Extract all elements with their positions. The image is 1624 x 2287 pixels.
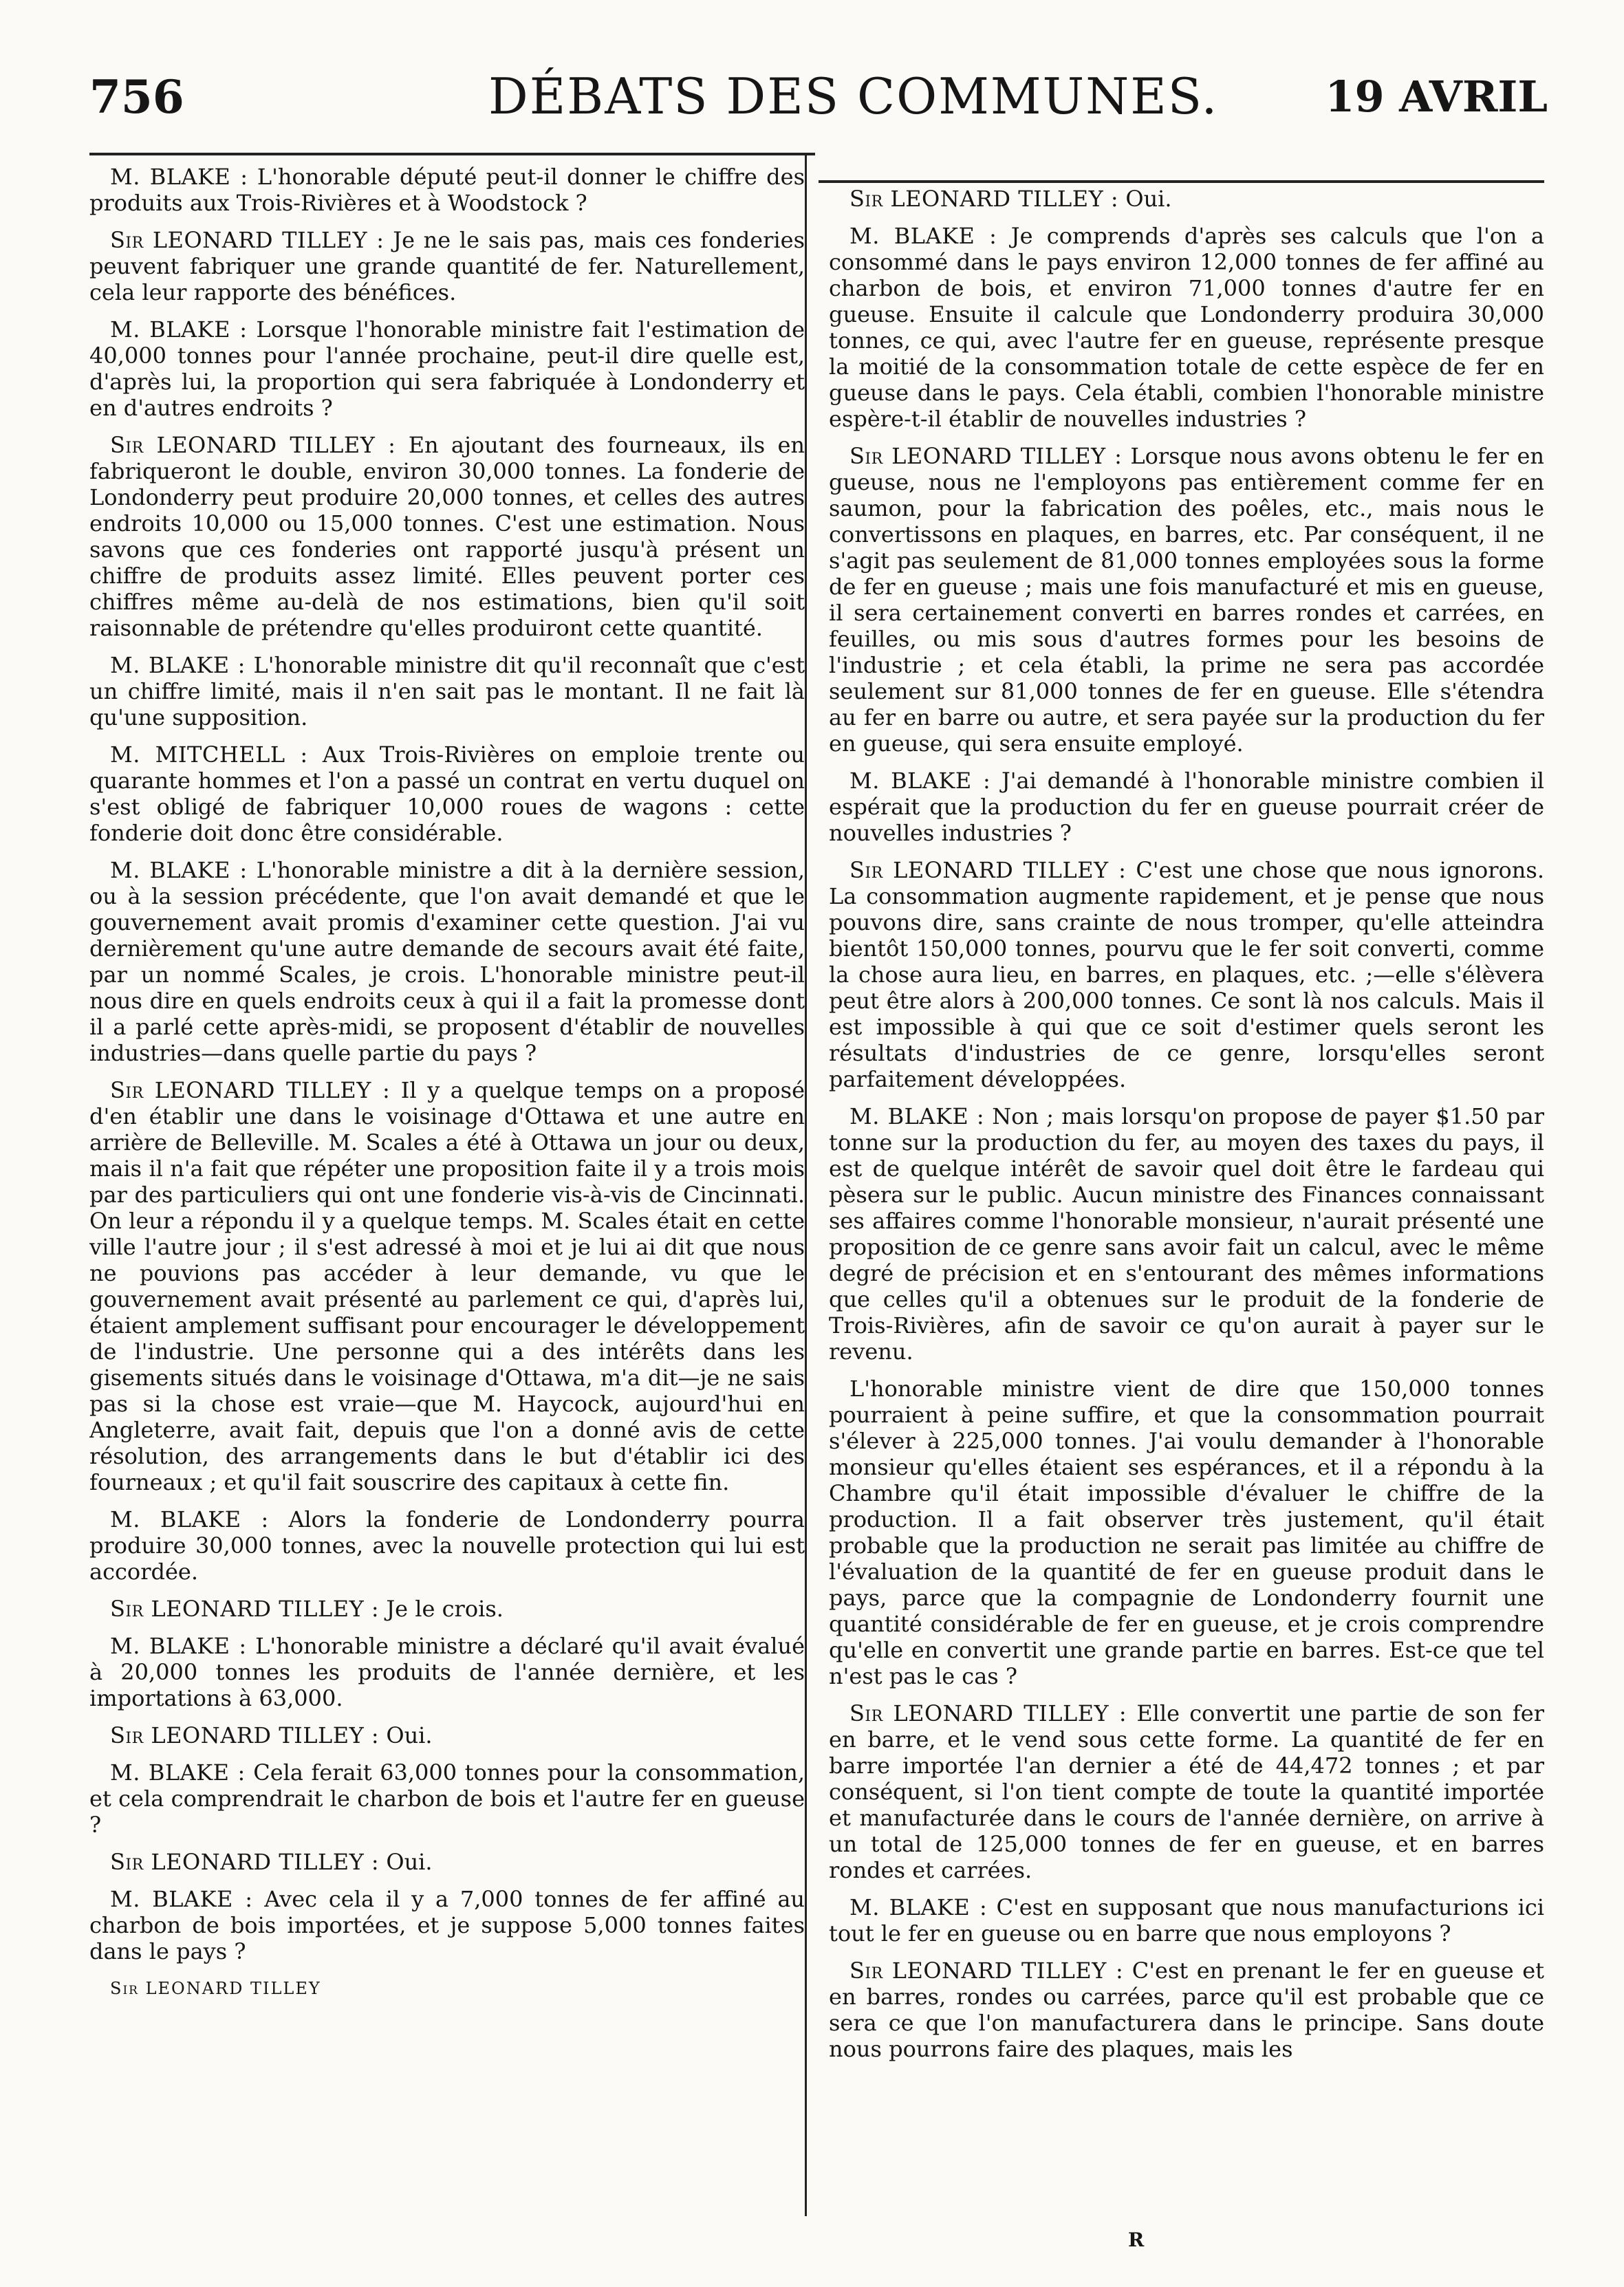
page-header (89, 63, 1548, 146)
speech-text: Il y a quelque temps on a proposé d'en établir une dans le voisinage d'Ottawa et une autre en arrière de Belleville. M. Scales a été à Ottawa un jour ou deux, mais il n'a fait que répéter une proposition faite il y a trois mois par des particuliers qui ont une fonderie vis-à-vis de Cincinnati. On leur a répondu il y a quelque temps. M. Scales était en cette ville l'autre jour ; il s'est adressé à moi et je lui ai dit que nous ne pouvions pas accéder à leur demande, vu que le gouvernement avait présenté au parlement ce qui, d'après lui, étaient amplement suffisant pour encourager le développement de l'industrie. Une personne qui a des intérêts dans les gisements situés dans le voisinage d'Ottawa, m'a dit—je ne sais pas si la chose est vraie—que M. Haycock, aujourd'hui en Angleterre, avait fait, depuis que l'on a donné avis de cette résolution, des arrangements dans le but d'établir ici des fourneaux ; et qu'il fait souscrire des capitaux à cette fin. (89, 1077, 805, 1495)
speech-text: Oui. (386, 1722, 433, 1748)
speech-text: Lorsque nous avons obtenu le fer en gueuse, nous ne l'employons pas entièrement comme fer en saumon, pour la fabrication des poêles, etc., mais nous le convertissons en plaques, en barres, etc. Par conséquent, il ne s'agit pas seulement de 81,000 tonnes employées sous la forme de fer en gueuse ; mais une fois manufacturé et mis en gueuse, il sera certainement converti en barres rondes et carrées, en feuilles, ou mis sous d'autres formes pour les besoins de l'industrie ; et cela établi, la prime ne sera pas accordée seulement sur 81,000 tonnes de fer en gueuse. Elle s'étendra au fer en barre ou autre, et sera payée sur la production du fer en gueuse, qui sera ensuite employé. (829, 443, 1544, 757)
speech-paragraph (89, 1506, 805, 1585)
speaker-name: M. BLAKE : (849, 768, 991, 794)
speech-text: L'honorable ministre dit qu'il reconnaît que c'est un chiffre limité, mais il n'en sait pas le montant. Il ne fait là qu'une supposition. (89, 652, 805, 730)
signature-mark: R (1128, 2229, 1145, 2251)
speech-paragraph (829, 768, 1544, 846)
speaker-name: Sir LEONARD TILLEY : (110, 1722, 380, 1748)
speaker-name: Sir LEONARD TILLEY : (849, 443, 1123, 469)
speech-text: Avec cela il y a 7,000 tonnes de fer affiné au charbon de bois importées, et je suppose 5,000 tonnes faites dans le pays ? (89, 1886, 805, 1964)
speech-paragraph (829, 1103, 1544, 1365)
speech-text: En ajoutant des fourneaux, ils en fabriqueront le double, environ 30,000 tonnes. La fonderie de Londonderry peut produire 20,000 tonnes, et celles des autres endroits 10,000 ou 15,000 tonnes. C'est une estimation. Nous savons que ces fonderies ont rapporté jusqu'à présent un chiffre de produits assez limité. Elles peuvent porter ces chiffres même au-delà de nos estimations, bien qu'il soit raisonnable de prétendre qu'elles produiront cette quantité. (89, 432, 805, 641)
speech-paragraph (89, 857, 805, 1066)
speech-text: C'est en supposant que nous manufacturions ici tout le fer en gueuse ou en barre que nous employons ? (829, 1894, 1544, 1947)
catchword: Sir LEONARD TILLEY (110, 1979, 321, 1998)
speaker-name: Sir LEONARD TILLEY : (849, 1958, 1124, 1984)
speaker-name: Sir LEONARD TILLEY : (110, 1596, 380, 1622)
speech-text: L'honorable ministre a déclaré qu'il avait évalué à 20,000 tonnes les produits de l'année dernière, et les importations à 63,000. (89, 1633, 805, 1711)
speaker-name: M. BLAKE : (110, 316, 248, 343)
speech-text: L'honorable ministre vient de dire que 150,000 tonnes pourraient à peine suffire, et que la consommation pourrait s'élever à 225,000 tonnes. J'ai voulu demander à l'honorable monsieur qu'elles étaient ses espérances, et il a répondu à la Chambre qu'il était impossible d'évaluer le chiffre de la production. Il a fait observer très justement, qu'il était probable que la production ne serait pas limitée au chiffre de l'évaluation de la quantité de fer en gueuse produit dans le pays, parce que la compagnie de Londonderry fournit une quantité considérable de fer en gueuse, et je crois comprendre qu'elle en convertit une grande partie en barres. Est-ce que tel n'est pas le cas ? (829, 1376, 1544, 1689)
speech-text: Je ne le sais pas, mais ces fonderies peuvent fabriquer une grande quantité de fer. Naturellement, cela leur rapporte des bénéfices. (89, 227, 805, 305)
speech-paragraph (829, 186, 1544, 212)
right-column (829, 186, 1544, 2242)
left-column (89, 164, 805, 2220)
speech-paragraph (829, 857, 1544, 1092)
speech-paragraph (89, 1633, 805, 1711)
speaker-name: M. BLAKE : (849, 1894, 988, 1920)
speech-text: Je le crois. (386, 1596, 504, 1622)
speaker-name: M. BLAKE : (110, 1886, 253, 1912)
speech-text: J'ai demandé à l'honorable ministre combien il espérait que la production du fer en gueuse pourrait créer de nouvelles industries ? (829, 768, 1544, 846)
speech-text: C'est en prenant le fer en gueuse et en barres, rondes ou carrées, parce qu'il est probable que ce sera ce que l'on manufacturera dans le principe. Sans doute nous pourrons faire des plaques, mais les (829, 1958, 1544, 2062)
speech-paragraph (89, 316, 805, 421)
speaker-name: M. BLAKE : (110, 1633, 247, 1659)
speaker-name: Sir LEONARD TILLEY : (110, 227, 385, 253)
speaker-name: Sir LEONARD TILLEY : (110, 1849, 380, 1875)
speech-paragraph (89, 164, 805, 216)
speech-paragraph (829, 1894, 1544, 1947)
speech-paragraph (829, 1376, 1544, 1689)
speaker-name: M. BLAKE : (110, 164, 248, 190)
speech-text: Oui. (386, 1849, 433, 1875)
speech-text: L'honorable ministre a dit à la dernière session, ou à la session précédente, que l'on avait demandé et que le gouvernement avait promis d'examiner cette question. J'ai vu dernièrement qu'une autre demande de secours avait été faite, par un nommé Scales, je crois. L'honorable ministre peut-il nous dire en quels endroits ceux à qui il a fait la promesse dont il a parlé cette après-midi, se proposent d'établir de nouvelles industries—dans quelle partie du pays ? (89, 857, 805, 1066)
speech-text: Je comprends d'après ses calculs que l'on a consommé dans le pays environ 12,000 tonnes de fer affiné au charbon de bois, et environ 71,000 tonnes d'autre fer en gueuse. Ensuite il calcule que Londonderry produira 30,000 tonnes, ce qui, avec l'autre fer en gueuse, représente presque la moitié de la consommation totale de cette espèce de fer en gueuse dans le pays. Cela établi, combien l'honorable ministre espère-t-il établir de nouvelles industries ? (829, 223, 1544, 432)
running-title: DÉBATS DES COMMUNES. (488, 67, 1219, 125)
page-number: 756 (89, 70, 184, 124)
speaker-name: Sir LEONARD TILLEY : (849, 186, 1119, 212)
speech-text: C'est une chose que nous ignorons. La consommation augmente rapidement, et je pense que nous pouvons dire, sans crainte de nous tromper, qu'elle atteindra bientôt 150,000 tonnes, pourvu que le fer soit converti, comme la chose aura lieu, en barres, en plaques, etc. ;—elle s'élèvera peut être alors à 200,000 tonnes. Ce sont là nos calculs. Mais il est impossible à qui que ce soit d'estimer quels seront les résultats d'industries de ce genre, lorsqu'elles seront parfaitement développées. (829, 857, 1544, 1092)
speech-text: Alors la fonderie de Londonderry pourra produire 30,000 tonnes, avec la nouvelle protection qui lui est accordée. (89, 1506, 805, 1585)
speaker-name: Sir LEONARD TILLEY : (110, 432, 396, 458)
speech-paragraph (829, 1700, 1544, 1883)
speaker-name: Sir LEONARD TILLEY : (849, 857, 1127, 883)
speech-paragraph (829, 1958, 1544, 2062)
speech-paragraph (89, 1886, 805, 1964)
speaker-name: Sir LEONARD TILLEY : (110, 1077, 391, 1103)
speech-paragraph (89, 1077, 805, 1495)
speech-paragraph (89, 652, 805, 730)
speech-paragraph (89, 741, 805, 846)
speaker-name: Sir LEONARD TILLEY : (849, 1700, 1127, 1726)
speech-paragraph (89, 1849, 805, 1875)
speech-paragraph (829, 443, 1544, 757)
speaker-name: M. BLAKE : (849, 1103, 985, 1129)
speech-text: Lorsque l'honorable ministre fait l'estimation de 40,000 tonnes pour l'année prochaine, peut-il dire quelle est, d'après lui, la proportion qui sera fabriquée à Londonderry et en d'autres endroits ? (89, 316, 805, 421)
speech-paragraph (89, 1596, 805, 1622)
header-rule-left (89, 153, 815, 155)
header-rule-right (819, 180, 1544, 183)
speaker-name: M. BLAKE : (110, 857, 248, 883)
speaker-name: M. BLAKE : (849, 223, 997, 249)
speech-text: L'honorable député peut-il donner le chiffre des produits aux Trois-Rivières et à Woodstock ? (89, 164, 805, 216)
speech-text: Aux Trois-Rivières on emploie trente ou quarante hommes et l'on a passé un contrat en vertu duquel on s'est obligé de fabriquer 10,000 roues de wagons : cette fonderie doit donc être considérable. (89, 741, 805, 846)
speaker-name: M. BLAKE : (110, 652, 246, 678)
speaker-name: M. BLAKE : (110, 1506, 269, 1532)
speech-text: Cela ferait 63,000 tonnes pour la consommation, et cela comprendrait le charbon de bois et l'autre fer en gueuse ? (89, 1759, 805, 1838)
speech-paragraph (89, 432, 805, 641)
speech-paragraph (829, 223, 1544, 432)
column-divider (805, 153, 807, 2216)
speech-text: Oui. (1125, 186, 1172, 212)
speech-text: Elle convertit une partie de son fer en barre, et le vend sous cette forme. La quantité de fer en barre importée l'an dernier a été de 44,472 tonnes ; et par conséquent, si l'on tient compte de toute la quantité importée et manufacturée dans le cours de l'année dernière, on arrive à un total de 125,000 tonnes de fer en gueuse, et en barres rondes et carrées. (829, 1700, 1544, 1883)
header-date: 19 AVRIL (1325, 72, 1548, 122)
speaker-name: M. MITCHELL : (110, 741, 308, 768)
speech-text: Non ; mais lorsqu'on propose de payer $1.50 par tonne sur la production du fer, au moyen des taxes du pays, il est de quelque intérêt de savoir quel doit être le fardeau qui pèsera sur le public. Aucun ministre des Finances connaissant ses affaires comme l'honorable monsieur, n'aurait présenté une proposition de ce genre sans avoir fait un calcul, avec le même degré de précision et en s'entourant des mêmes informations que celles qu'il a obtenues sur le produit de la fonderie de Trois-Rivières, afin de savoir ce qu'on aurait à payer sur le revenu. (829, 1103, 1544, 1365)
speech-paragraph (89, 1759, 805, 1838)
speech-paragraph (89, 227, 805, 305)
speaker-name: M. BLAKE : (110, 1759, 246, 1786)
speech-paragraph (89, 1722, 805, 1748)
